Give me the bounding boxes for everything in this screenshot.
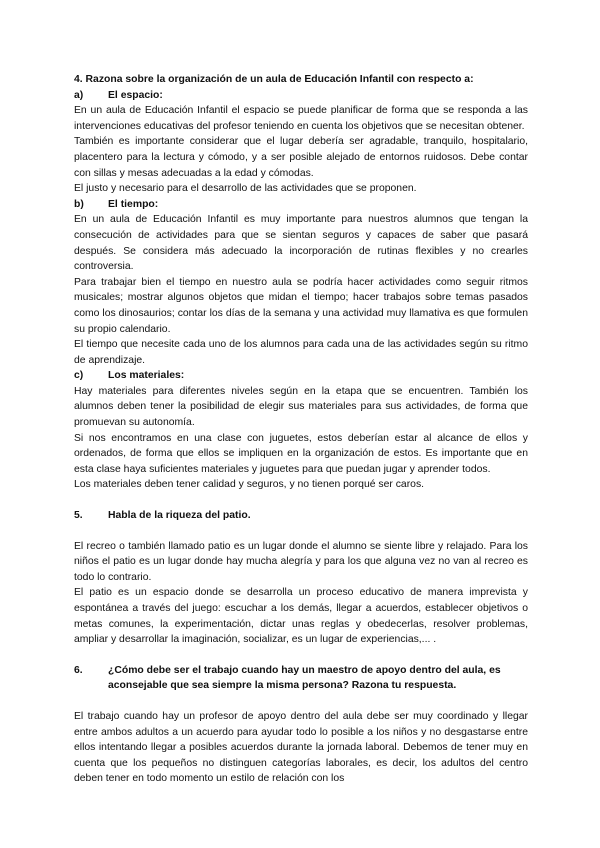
materials-paragraph-1: Hay materiales para diferentes niveles según en la etapa que se encuentren. También los alumnos deben tener la posibilidad de elegir sus materiales para sus actividades, de forma que promuevan su autonomía. — [74, 385, 528, 429]
section-spacer — [74, 493, 528, 508]
patio-paragraph-2: El patio es un espacio donde se desarrolla un proceso educativo de manera imprevista y espontánea a través del juego: escuchar a los demás, llegar a acuerdos, establecer objetivos o metas comunes, la experimentación, dictar unas reglas y obedecerlas, resolver problemas, ampliar y desarrollar la imaginación, socializar, es un lugar de experiencias,... . — [74, 587, 528, 646]
subsection-a-heading — [74, 88, 528, 104]
section-spacer — [74, 648, 528, 663]
time-paragraph-1: En un aula de Educación Infantil es muy importante para nuestros alumnos que tengan la consecución de actividades para que se sientan seguros y capaces de saber que pasará después. Se considera más adecuado la incorporación de rutinas flexibles y no crearles controversia. — [74, 214, 528, 273]
subsection-b-heading — [74, 197, 528, 213]
question-5-heading — [74, 508, 528, 524]
question-5-number: 5. — [74, 510, 83, 522]
subsection-b-label: b) — [74, 198, 84, 210]
time-paragraph-3: El tiempo que necesite cada uno de los alumnos para cada una de las actividades según su ritmo de aprendizaje. — [74, 339, 528, 366]
question-6-title: ¿Cómo debe ser el trabajo cuando hay un maestro de apoyo dentro del aula, es aconsejable que sea siempre la misma persona? Razona tu respuesta. — [108, 664, 501, 692]
subsection-c-label: c) — [74, 370, 84, 382]
section-spacer — [74, 524, 528, 539]
document-body — [74, 72, 528, 787]
time-paragraph-2: Para trabajar bien el tiempo en nuestro aula se podría hacer actividades como seguir ritmos musicales; mostrar algunos objetos que midan el tiempo; hacer trabajos sobre temas pasados como los dinosaurios; contar los días de la semana y una actividad muy llamativa es que formulen su propio calendario. — [74, 276, 528, 335]
materials-paragraph-2: Si nos encontramos en una clase con juguetes, estos deberían estar al alcance de ellos y ordenados, de forma que ellos se impliquen en la organización de estos. Es importante que en esta clase haya suficientes materiales y juguetes para que puedan jugar y aprender todos. — [74, 432, 528, 475]
question-6-number: 6. — [74, 664, 83, 676]
subsection-b-title: El tiempo: — [108, 198, 159, 210]
patio-paragraph-1: El recreo o también llamado patio es un lugar donde el alumno se siente libre y relajado. Para los niños el patio es un lugar donde hay mucha alegría y para los que alguna vez no van al recreo es todo lo contrario. — [74, 540, 528, 583]
space-paragraph-2: También es importante considerar que el lugar debería ser agradable, tranquilo, hospitalario, placentero para la lectura y cómodo, y a ser posible alejado de entornos ruidosos. Debe contar con sillas y mesas adecuadas a la edad y cómodas. — [74, 136, 528, 179]
question-6-heading — [74, 663, 528, 694]
subsection-a-label: a) — [74, 89, 84, 101]
subsection-c-title: Los materiales: — [108, 370, 185, 382]
section-spacer — [74, 694, 528, 709]
space-paragraph-3: El justo y necesario para el desarrollo de las actividades que se proponen. — [74, 183, 417, 195]
space-paragraph-1: En un aula de Educación Infantil el espacio se puede planificar de forma que se responda a las intervenciones educativas del profesor teniendo en cuenta los objetivos que se necesitan obtener. — [74, 105, 528, 132]
question-5-title: Habla de la riqueza del patio. — [108, 510, 251, 522]
subsection-c-heading — [74, 368, 528, 384]
support-teacher-paragraph-1: El trabajo cuando hay un profesor de apoyo dentro del aula debe ser muy coordinado y llegar entre ambos adultos a un acuerdo para ayudar todo lo posible a los niños y no desgastarse entre ellos intentando llegar a posibles acuerdos durante la jornada laboral. Debemos de tener muy en cuenta que los pequeños no distinguen categorías laborales, es decir, los adultos del centro deben tener en todo momento un estilo de relación con los — [74, 710, 528, 785]
question-4-heading: 4. Razona sobre la organización de un aula de Educación Infantil con respecto a: — [74, 74, 474, 85]
materials-paragraph-3: Los materiales deben tener calidad y seguros, y no tienen porqué ser caros. — [74, 479, 425, 491]
subsection-a-title: El espacio: — [108, 89, 163, 101]
